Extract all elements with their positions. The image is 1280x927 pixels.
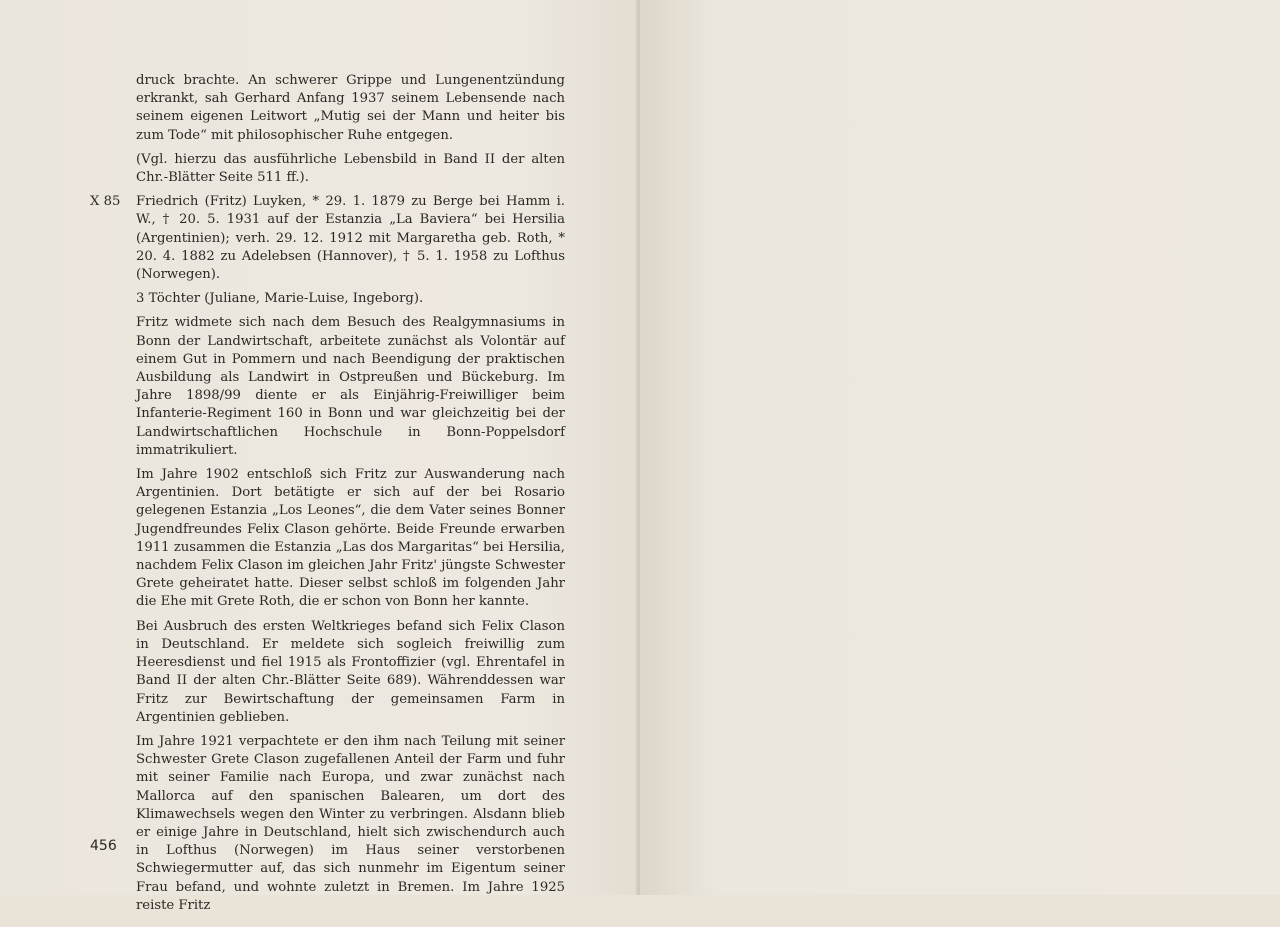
left-page	[0, 0, 640, 913]
right-page	[640, 0, 1280, 895]
paragraph: Im Jahre 1921 verpachtete er den ihm nach Teilung mit seiner Schwester Grete Clason zugefallenen Anteil der Farm und fuhr mit seiner Familie nach Europa, und zwar zunächst nach Mallorca auf den spanischen Balearen, um dort des Klimawechsels wegen den Winter zu verbringen. Alsdann blieb er einige Jahre in Deutschland, hielt sich zwischendurch auch in Lofthus (Norwegen) im Haus seiner verstorbenen Schwiegermutter auf, das sich nunmehr im Eigentum seiner Frau befand, und wohnte zuletzt in Bremen. Im Jahre 1925 reiste Fritz	[136, 733, 565, 913]
entry-number: X 85	[90, 194, 121, 210]
children-line: 3 Töchter (Juliane, Marie-Luise, Ingeborg).	[136, 291, 424, 307]
genealogy-entry	[90, 193, 565, 284]
entry-text: Friedrich (Fritz) Luyken, * 29. 1. 1879 zu Berge bei Hamm i. W., † 20. 5. 1931 auf der Estanzia „La Baviera“ bei Hersilia (Argentinien); verh. 29. 12. 1912 mit Margaretha geb. Roth, * 20. 4. 1882 zu Adelebsen (Hannover), † 5. 1. 1958 zu Lofthus (Norwegen).	[136, 194, 565, 283]
paragraph: Bei Ausbruch des ersten Weltkrieges befand sich Felix Clason in Deutschland. Er meldete sich sogleich freiwillig zum Heeresdienst und fiel 1915 als Frontoffizier (vgl. Ehrentafel in Band II der alten Chr.-Blätter Seite 689). Währenddessen war Fritz zur Bewirtschaftung der gemeinsamen Farm in Argentinien geblieben.	[136, 618, 565, 725]
paragraph: (Vgl. hierzu das ausführliche Lebensbild in Band II der alten Chr.-Blätter Seite 511 ff.).	[136, 151, 565, 186]
paragraph: druck brachte. An schwerer Grippe und Lungenentzündung erkrankt, sah Gerhard Anfang 1937 seinem Lebensende nach seinem eigenen Leitwort „Mutig sei der Mann und heiter bis zum Tode“ mit philosophischer Ruhe entgegen.	[136, 73, 565, 143]
page-number: 456	[90, 838, 117, 854]
paragraph: Fritz widmete sich nach dem Besuch des Realgymnasiums in Bonn der Landwirtschaft, arbeitete zunächst als Volontär auf einem Gut in Pommern und nach Beendigung der praktischen Ausbildung als Landwirt in Ostpreußen und Bückeburg. Im Jahre 1898/99 diente er als Einjährig-Freiwilliger beim Infanterie-Regiment 160 in Bonn und war gleichzeitig bei der Landwirtschaftlichen Hochschule in Bonn-Poppelsdorf immatrikuliert.	[136, 315, 565, 458]
paragraph: Im Jahre 1902 entschloß sich Fritz zur Auswanderung nach Argentinien. Dort betätigte er sich auf der bei Rosario gelegenen Estanzia „Los Leones“, die dem Vater seines Bonner Jugendfreundes Felix Clason gehörte. Beide Freunde erwarben 1911 zusammen die Estanzia „Las dos Margaritas“ bei Hersilia, nachdem Felix Clason im gleichen Jahr Fritz' jüngste Schwester Grete geheiratet hatte. Dieser selbst schloß im folgenden Jahr die Ehe mit Grete Roth, die er schon von Bonn her kannte.	[136, 467, 565, 610]
